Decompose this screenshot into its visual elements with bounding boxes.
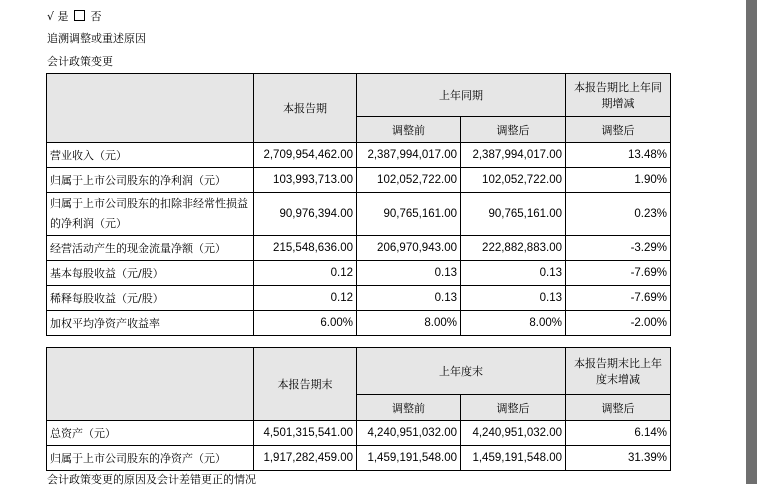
row-label: 归属于上市公司股东的净资产（元）: [47, 446, 254, 471]
header-after: 调整后: [461, 117, 566, 143]
value-after: 222,882,883.00: [461, 236, 566, 261]
value-after: 8.00%: [461, 311, 566, 336]
header-prior: 上年度末: [357, 348, 566, 395]
value-after: 2,387,994,017.00: [461, 143, 566, 168]
reason-label: 追溯调整或重述原因: [47, 32, 146, 45]
policy-label: 会计政策变更: [47, 55, 113, 68]
row-label: 营业收入（元）: [47, 143, 254, 168]
header-current: 本报告期: [254, 74, 357, 143]
value-current: 2,709,954,462.00: [254, 143, 357, 168]
table-row: [47, 168, 671, 193]
viewer-scrollbar[interactable]: [746, 0, 757, 484]
row-label: 总资产（元）: [47, 421, 254, 446]
check-mark: √: [47, 10, 55, 23]
value-current: 4,501,315,541.00: [254, 421, 357, 446]
table-row: [47, 236, 671, 261]
header-before: 调整前: [357, 395, 461, 421]
header-change: 本报告期比上年同期增减: [566, 74, 671, 117]
value-current: 6.00%: [254, 311, 357, 336]
value-current: 0.12: [254, 261, 357, 286]
table-row: [47, 286, 671, 311]
value-current: 215,548,636.00: [254, 236, 357, 261]
value-change: 0.23%: [566, 193, 671, 236]
header-current: 本报告期末: [254, 348, 357, 421]
value-before: 1,459,191,548.00: [357, 446, 461, 471]
value-before: 206,970,943.00: [357, 236, 461, 261]
value-before: 0.13: [357, 261, 461, 286]
value-current: 0.12: [254, 286, 357, 311]
value-change: 31.39%: [566, 446, 671, 471]
row-label: 归属于上市公司股东的净利润（元）: [47, 168, 254, 193]
value-before: 8.00%: [357, 311, 461, 336]
row-label: 经营活动产生的现金流量净额（元）: [47, 236, 254, 261]
value-change: 1.90%: [566, 168, 671, 193]
table-row: [47, 446, 671, 471]
value-after: 1,459,191,548.00: [461, 446, 566, 471]
empty-checkbox: [74, 10, 85, 21]
table-row: [47, 193, 671, 236]
value-change: -2.00%: [566, 311, 671, 336]
row-label: 归属于上市公司股东的扣除非经常性损益的净利润（元）: [47, 193, 254, 236]
balance-table: [46, 347, 671, 471]
value-after: 0.13: [461, 261, 566, 286]
header-after-change: 调整后: [566, 117, 671, 143]
header-blank: [47, 348, 254, 421]
row-label: 基本每股收益（元/股）: [47, 261, 254, 286]
header-blank: [47, 74, 254, 143]
value-before: 90,765,161.00: [357, 193, 461, 236]
value-before: 2,387,994,017.00: [357, 143, 461, 168]
table-row: [47, 261, 671, 286]
row-label: 稀释每股收益（元/股）: [47, 286, 254, 311]
value-before: 102,052,722.00: [357, 168, 461, 193]
value-after: 0.13: [461, 286, 566, 311]
value-before: 0.13: [357, 286, 461, 311]
table-row: [47, 143, 671, 168]
no-option: 否: [90, 10, 102, 23]
value-after: 4,240,951,032.00: [461, 421, 566, 446]
value-current: 90,976,394.00: [254, 193, 357, 236]
yes-option: 是: [57, 10, 69, 23]
header-prior: 上年同期: [357, 74, 566, 117]
header-before: 调整前: [357, 117, 461, 143]
header-after: 调整后: [461, 395, 566, 421]
value-change: -7.69%: [566, 286, 671, 311]
header-after-change: 调整后: [566, 395, 671, 421]
header-change: 本报告期末比上年度末增减: [566, 348, 671, 395]
cut-off-line: [47, 473, 307, 486]
value-after: 90,765,161.00: [461, 193, 566, 236]
row-label: 加权平均净资产收益率: [47, 311, 254, 336]
value-current: 103,993,713.00: [254, 168, 357, 193]
cut-off-text: 会计政策变更的原因及会计差错更正的情况: [47, 473, 256, 486]
value-change: 6.14%: [566, 421, 671, 446]
yes-no-choice: [47, 8, 102, 24]
table-row: [47, 311, 671, 336]
value-change: -3.29%: [566, 236, 671, 261]
value-change: 13.48%: [566, 143, 671, 168]
value-before: 4,240,951,032.00: [357, 421, 461, 446]
value-current: 1,917,282,459.00: [254, 446, 357, 471]
table-row: [47, 421, 671, 446]
value-change: -7.69%: [566, 261, 671, 286]
value-after: 102,052,722.00: [461, 168, 566, 193]
income-table: [46, 73, 671, 336]
